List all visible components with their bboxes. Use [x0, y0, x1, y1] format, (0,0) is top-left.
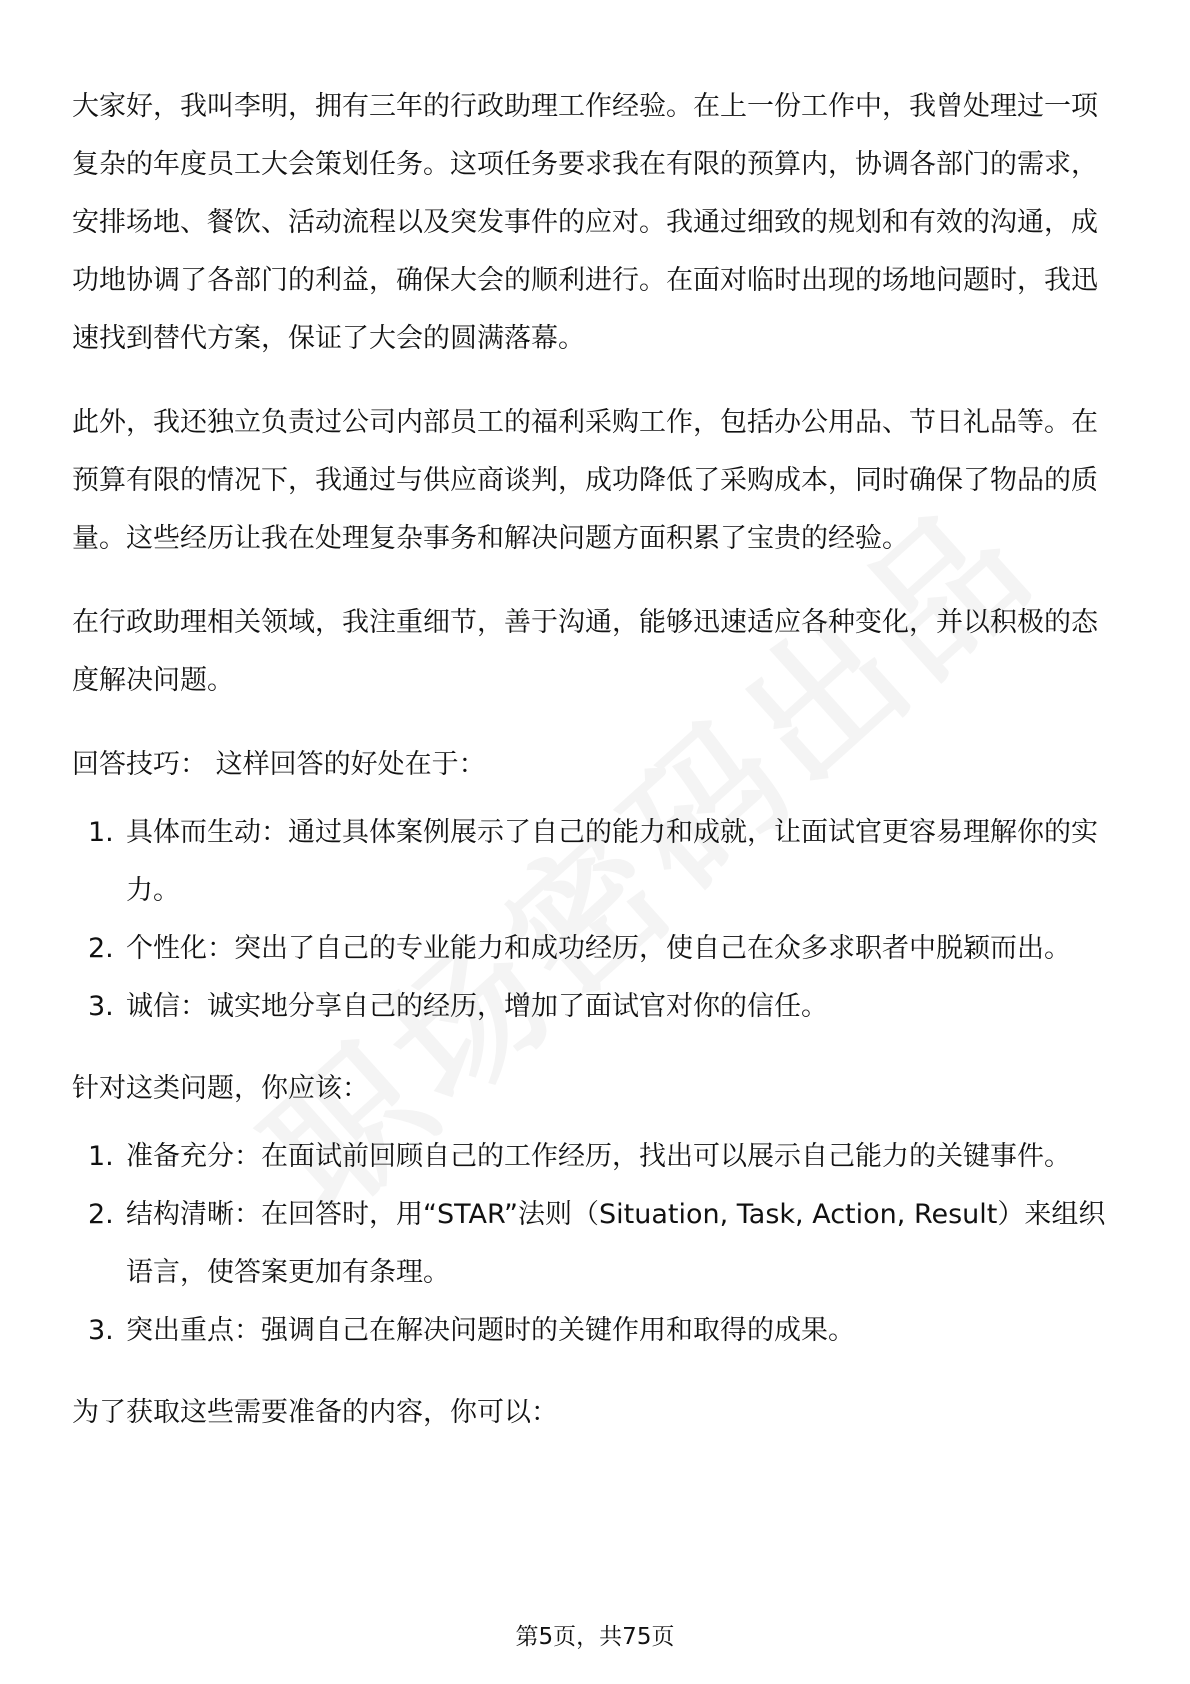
list-item: 1. 具体而生动：通过具体案例展示了自己的能力和成就，让面试官更容易理解你的实力。 [88, 817, 1098, 906]
page-number: 第5页，共75页 [515, 1624, 675, 1650]
list-item: 3. 诚信：诚实地分享自己的经历，增加了面试官对你的信任。 [88, 991, 828, 1022]
list-item: 2. 结构清晰：在回答时，用“STAR”法则（Situation, Task, Action, Result）来组织语言，使答案更加有条理。 [88, 1199, 1106, 1288]
list-item: 2. 个性化：突出了自己的专业能力和成功经历，使自己在众多求职者中脱颖而出。 [88, 933, 1071, 964]
closing-line: 为了获取这些需要准备的内容，你可以： [72, 1397, 558, 1428]
list-item: 3. 突出重点：强调自己在解决问题时的关键作用和取得的成果。 [88, 1315, 855, 1346]
should-heading: 针对这类问题，你应该： [72, 1073, 369, 1104]
paragraph-intro: 大家好，我叫李明，拥有三年的行政助理工作经验。在上一份工作中，我曾处理过一项复杂的年度员工大会策划任务。这项任务要求我在有限的预算内，协调各部门的需求，安排场地、餐饮、活动流程以及突发事件的应对。我通过细致的规划和有效的沟通，成功地协调了各部门的利益，确保大会的顺利进行。在面对临时出现的场地问题时，我迅速找到替代方案，保证了大会的圆满落幕。 [72, 91, 1098, 354]
should-list [72, 1128, 1122, 1360]
list-item: 1. 准备充分：在面试前回顾自己的工作经历，找出可以展示自己能力的关键事件。 [88, 1141, 1071, 1172]
tips-list [72, 804, 1122, 1036]
paragraph-procurement: 此外，我还独立负责过公司内部员工的福利采购工作，包括办公用品、节日礼品等。在预算有限的情况下，我通过与供应商谈判，成功降低了采购成本，同时确保了物品的质量。这些经历让我在处理复杂事务和解决问题方面积累了宝贵的经验。 [72, 407, 1098, 554]
tips-heading: 回答技巧： 这样回答的好处在于： [72, 749, 486, 780]
page-content [72, 78, 1122, 1468]
paragraph-strengths: 在行政助理相关领域，我注重细节，善于沟通，能够迅速适应各种变化，并以积极的态度解决问题。 [72, 607, 1098, 696]
